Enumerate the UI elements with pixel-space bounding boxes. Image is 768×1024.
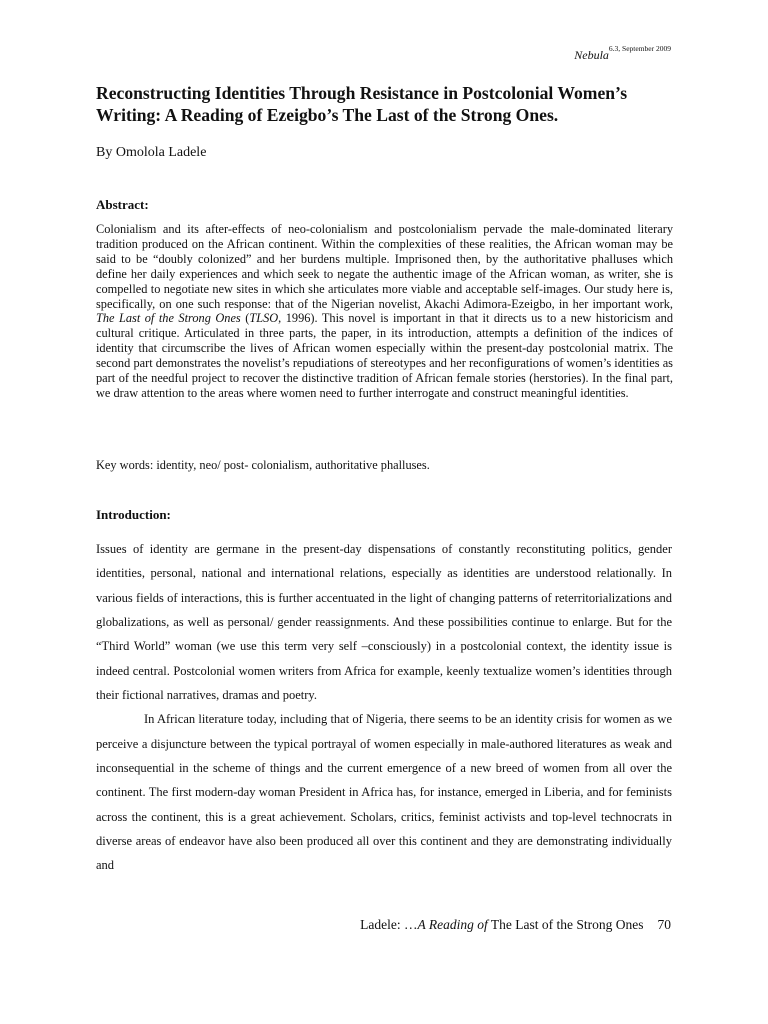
footer-italic: A Reading of bbox=[417, 917, 488, 932]
journal-issue: 6.3 bbox=[608, 44, 619, 53]
abstract-text-1: Colonialism and its after-effects of neo-colonialism and postcolonialism pervade the male-dominated literary tradition produced on the African continent. Within the complexities of these realities, the African woman may be said to be “doubly colonized” and her burdens multiple. Imprisoned then, by the authoritative phalluses which define her daily experiences and which seek to negate the authentic image of the African woman, as writer, she is compelled to negotiate new sites in which she articulates more viable and acceptable self-images. Our study here is, specifically, on one such response: that of the Nigerian novelist, Akachi Adimora-Ezeigbo, in her important work, bbox=[96, 222, 673, 311]
abstract-text-2: ( bbox=[240, 311, 250, 326]
abstract-book-abbrev: TLSO bbox=[249, 311, 279, 326]
journal-date: , September 2009 bbox=[618, 44, 671, 53]
introduction-heading: Introduction: bbox=[96, 507, 171, 522]
abstract-body bbox=[96, 222, 673, 401]
abstract-heading: Abstract: bbox=[96, 197, 149, 212]
keywords-line: Key words: identity, neo/ post- colonialism, authoritative phalluses. bbox=[96, 458, 430, 472]
footer-title: The Last of the Strong Ones bbox=[487, 917, 644, 932]
running-head bbox=[574, 44, 671, 63]
introduction-paragraph-2: In African literature today, including that of Nigeria, there seems to be an identity crisis for women as we perceive a disjuncture between the typical portrayal of women especially in male-authored literatures as weak and inconsequential in the scheme of things and the current emergence of a new breed of women from all over the continent. The first modern-day woman President in Africa has, for instance, emerged in Liberia, and for feminists across the continent, this is a great achievement. Scholars, critics, feminist activists and top-level technocrats in diverse areas of endeavor have also been produced all over this continent and they are demonstrating individually and bbox=[96, 712, 672, 873]
page-footer bbox=[360, 917, 671, 933]
introduction-paragraph-1: Issues of identity are germane in the present-day dispensations of constantly reconstituting politics, gender identities, personal, national and international relations, especially as identities are understood relationally. In various fields of interactions, this is further accentuated in the light of changing patterns of reterritorializations and globalizations, as well as personal/ gender reassignments. And these possibilities continue to enlarge. But for the “Third World” woman (we use this term very self –consciously) in a postcolonial context, the identity issue is indeed central. Postcolonial women writers from Africa for example, keenly textualize women’s identities through their fictional narratives, dramas and poetry. bbox=[96, 542, 672, 703]
page-number: 70 bbox=[657, 917, 671, 932]
footer-author: Ladele: … bbox=[360, 917, 418, 932]
abstract-book-title: The Last of the Strong Ones bbox=[96, 311, 241, 326]
abstract-text-3: , 1996). This novel is important in that it directs us to a new historicism and cultural critique. Articulated in three parts, the paper, in its introduction, attempts a definition of the indices of identity that circumscribe the lives of African women especially within the present-day postcolonial matrix. The second part demonstrates the novelist’s repudiations of stereotypes and her reconfigurations of women’s identities as part of the needful project to recover the distinctive tradition of African female stories (herstories). In the final part, we draw attention to the areas where women need to further interrogate and construct meaningful identities. bbox=[96, 311, 673, 400]
introduction-body bbox=[96, 537, 672, 878]
article-title: Reconstructing Identities Through Resistance in Postcolonial Women’s Writing: A Reading of Ezeigbo’s The Last of the Strong Ones. bbox=[96, 83, 628, 125]
journal-name: Nebula bbox=[574, 48, 609, 62]
article-author: By Omolola Ladele bbox=[96, 145, 207, 160]
